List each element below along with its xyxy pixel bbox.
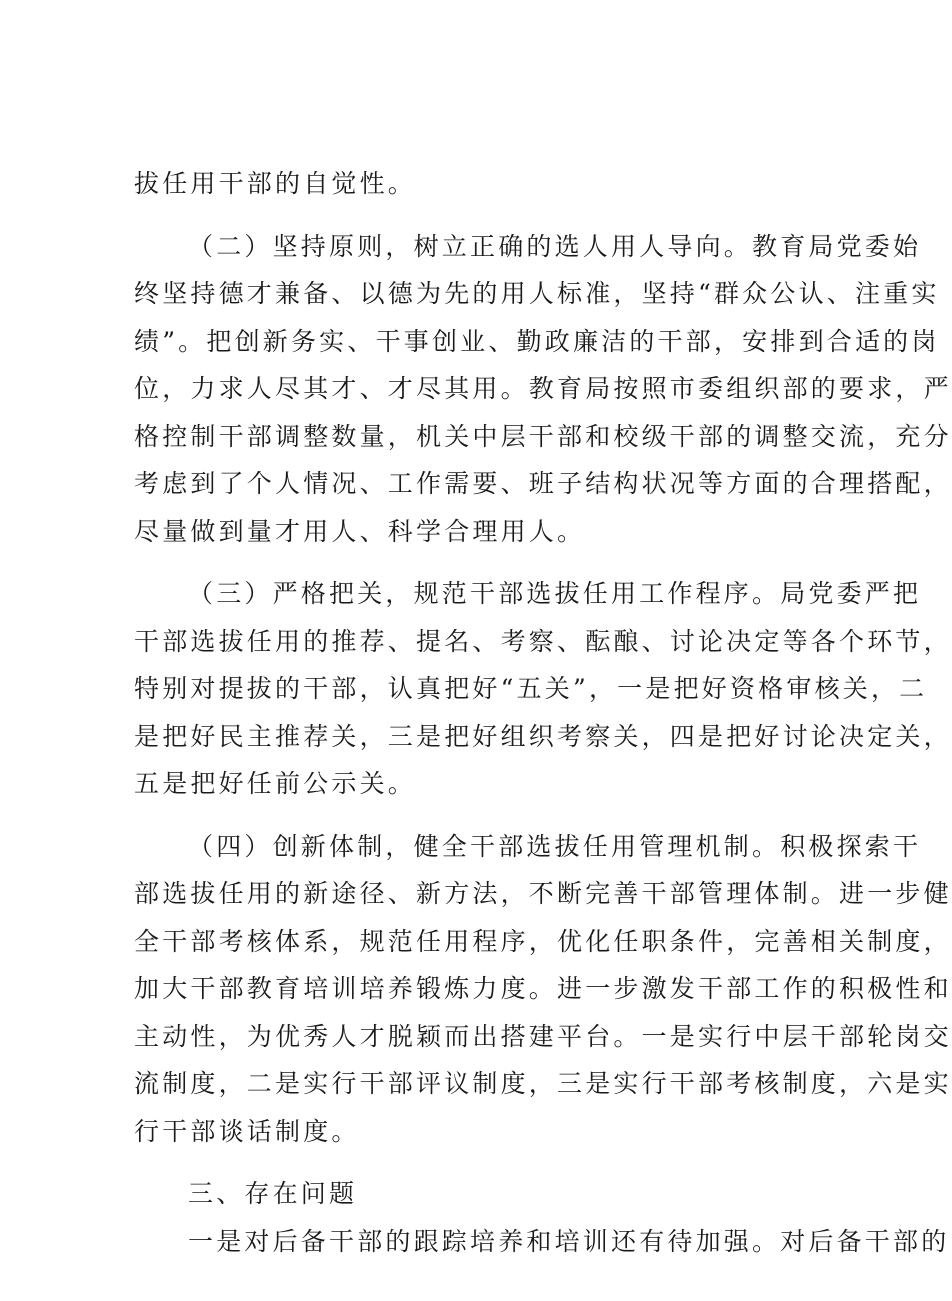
text-line: 主动性，为优秀人才脱颖而出搭建平台。一是实行中层干部轮岗交 [134,1021,952,1051]
text-line: 终坚持德才兼备、以德为先的用人标准，坚持“群众公认、注重实 [134,279,940,308]
text-line: 尽量做到量才用人、科学合理用人。 [134,516,586,546]
text-line: 格控制干部调整数量，机关中层干部和校级干部的调整交流，充分 [134,421,952,451]
text-line: 特别对提拔的干部，认真把好“五关”，一是把好资格审核关，二 [134,674,928,703]
text-line: 绩”。把创新务实、干事创业、勤政廉洁的干部，安排到合适的岗 [134,326,940,356]
text-line: （三）严格把关，规范干部选拔任用工作程序。局党委严把 [188,579,922,608]
text-line: 干部选拔任用的推荐、提名、考察、酝酿、讨论决定等各个环节， [134,626,952,656]
paragraph-issues [134,1218,950,1266]
text-line: 行干部谈话制度。 [134,1116,360,1146]
text-line: 考虑到了个人情况、工作需要、班子结构状况等方面的合理搭配， [134,469,952,498]
text-line: 部选拔任用的新途径、新方法，不断完善干部管理体制。进一步健 [134,879,952,908]
paragraph-mechanism [134,823,952,1156]
paragraph-procedure [134,570,952,808]
text-line: （四）创新体制，健全干部选拔任用管理机制。积极探索干 [188,831,922,861]
text-line: 加大干部教育培训培养锻炼力度。进一步激发干部工作的积极性和 [134,974,952,1003]
document-body [134,160,952,1265]
text-line: 位，力求人尽其才、才尽其用。教育局按照市委组织部的要求，严 [134,374,952,403]
text-line: 是把好民主推荐关，三是把好组织考察关，四是把好讨论决定关， [134,721,952,751]
text-line: 全干部考核体系，规范任用程序，优化任职条件，完善相关制度， [134,926,952,956]
text-line: （二）坚持原则，树立正确的选人用人导向。教育局党委始 [188,231,922,261]
text-line: 五是把好任前公示关。 [134,769,417,798]
paragraph-continuation [134,160,798,208]
paragraph-principles [134,223,952,556]
section-heading: 三、存在问题 [188,1179,358,1208]
text-line: 拔任用干部的自觉性。 [134,169,417,198]
text-line: 流制度，二是实行干部评议制度，三是实行干部考核制度，六是实 [134,1069,952,1098]
text-line: 一是对后备干部的跟踪培养和培训还有待加强。对后备干部的 [188,1226,950,1256]
